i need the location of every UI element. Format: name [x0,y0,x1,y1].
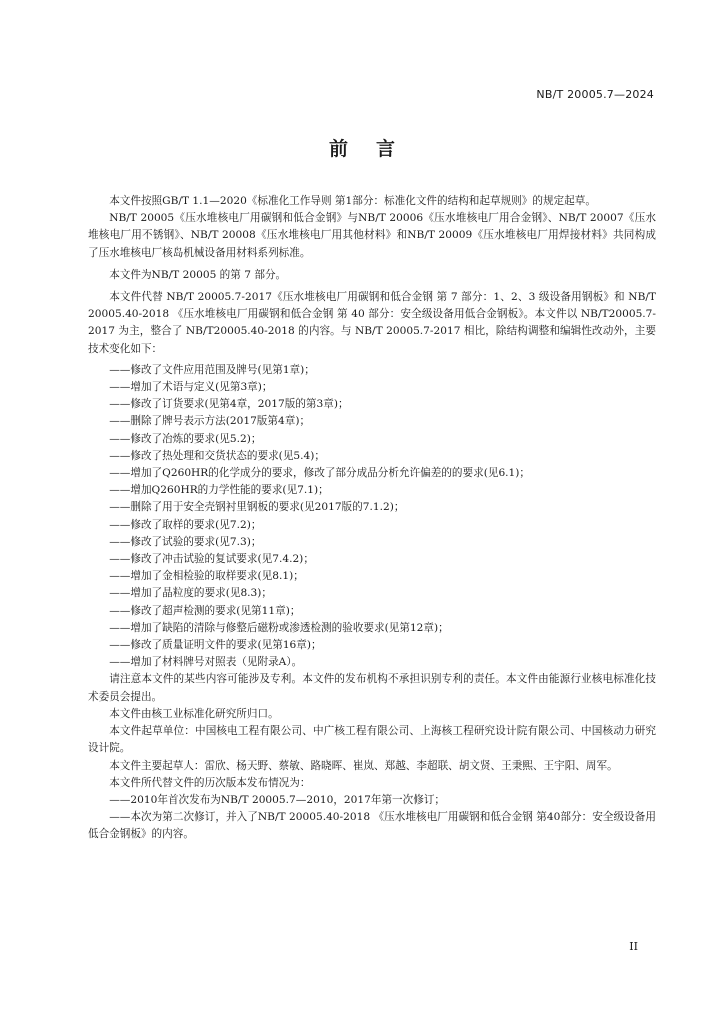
paragraph-drafting-units: 本文件起草单位：中国核电工程有限公司、中广核工程有限公司、上海核工程研究设计院有限公司、中国核动力研究设计院。 [88,725,656,755]
paragraph-responsible-body: 本文件由核工业标准化研究所归口。 [109,707,279,720]
list-item: ——增加Q260HR的力学性能的要求(见7.1)； [109,484,329,497]
paragraph-series-composition: NB/T 20005《压水堆核电厂用碳钢和低合金钢》与NB/T 20006《压水堆核电厂用合金钢》、NB/T 20007《压水堆核电厂用不锈钢》、NB/T 20008《压水堆核电厂用其他材料》和NB/T 20009《压水堆核电厂用焊接材料》共同构成了压水堆核电厂核岛机械设备用材料系列标准。 [88,212,656,259]
list-item: ——删除了牌号表示方法(2017版第4章)； [109,415,311,428]
list-item: ——修改了取样的要求(见7.2)； [109,518,262,531]
foreword-body [88,193,656,844]
list-item: ——增加了缺陷的清除与修整后磁粉或渗透检测的验收要求(见第12章)； [109,621,449,634]
technical-changes-list [88,362,656,672]
paragraph-drafters: 本文件主要起草人：雷欣、杨天野、蔡敏、路晓晖、崔岚、郑越、李超联、胡文贤、王秉熙、王宇阳、周军。 [109,759,618,772]
list-item: ——修改了订货要求(见第4章，2017版的第3章)； [109,398,349,411]
paragraph-drafting-rules: 本文件按照GB/T 1.1—2020《标准化工作导则 第1部分：标准化文件的结构和起草规则》的规定起草。 [109,195,596,207]
paragraph-patent-notice: 请注意本文件的某些内容可能涉及专利。本文件的发布机构不承担识别专利的责任。本文件由能源行业核电标准化技术委员会提出。 [88,673,656,703]
document-code: NB/T 20005.7—2024 [536,88,654,101]
list-item: ——修改了质量证明文件的要求(见第16章)； [109,639,322,652]
list-item: ——修改了冲击试验的复试要求(见7.4.2)； [109,553,314,566]
list-item: ——增加了金相检验的取样要求(见8.1)； [109,570,304,583]
list-item: ——修改了试验的要求(见7.3)； [109,535,262,548]
list-item: ——增加了Q260HR的化学成分的要求，修改了部分成品分析允许偏差的的要求(见6.1)； [109,467,531,480]
page-number: II [629,940,638,953]
list-item: ——修改了冶炼的要求(见5.2)； [109,432,262,445]
paragraph-replacement: 本文件代替 NB/T 20005.7-2017《压水堆核电厂用碳钢和低合金钢 第 7 部分：1、2、3 级设备用钢板》和 NB/T 20005.40-2018 《压水堆核电厂用碳钢和低合金钢 第 40 部分：安全级设备用低合金钢板》。本文件以 NB/T20005.7-2017 为主，整合了 NB/T20005.40-2018 的内容。与 NB/T 20005.7-2017 相比，除结构调整和编辑性改动外，主要技术变化如下： [88,291,656,355]
list-item: ——修改了文件应用范围及牌号(见第1章)； [109,363,315,376]
list-item: ——修改了超声检测的要求(见第11章)； [109,604,301,617]
list-item: ——增加了晶粒度的要求(见8.3)； [109,587,273,600]
paragraph-part-number: 本文件为NB/T 20005 的第 7 部分。 [109,268,287,281]
list-item: ——修改了热处理和交货状态的要求(见5.4)； [109,449,325,462]
paragraph-history-intro: 本文件所代替文件的历次版本发布情况为： [109,776,311,789]
page-title: 前言 [328,138,423,160]
list-item: ——增加了材料牌号对照表（见附录A）。 [109,656,303,669]
paragraph-history-item: ——本次为第二次修订，并入了NB/T 20005.40-2018 《压水堆核电厂用碳钢和低合金钢 第40部分：安全级设备用低合金钢板》的内容。 [88,811,656,841]
list-item: ——增加了术语与定义(见第3章)； [109,381,273,394]
list-item: ——删除了用于安全壳钢衬里钢板的要求(见2017版的7.1.2)； [109,501,405,514]
paragraph-history-item: ——2010年首次发布为NB/T 20005.7—2010，2017年第一次修订； [109,793,446,806]
